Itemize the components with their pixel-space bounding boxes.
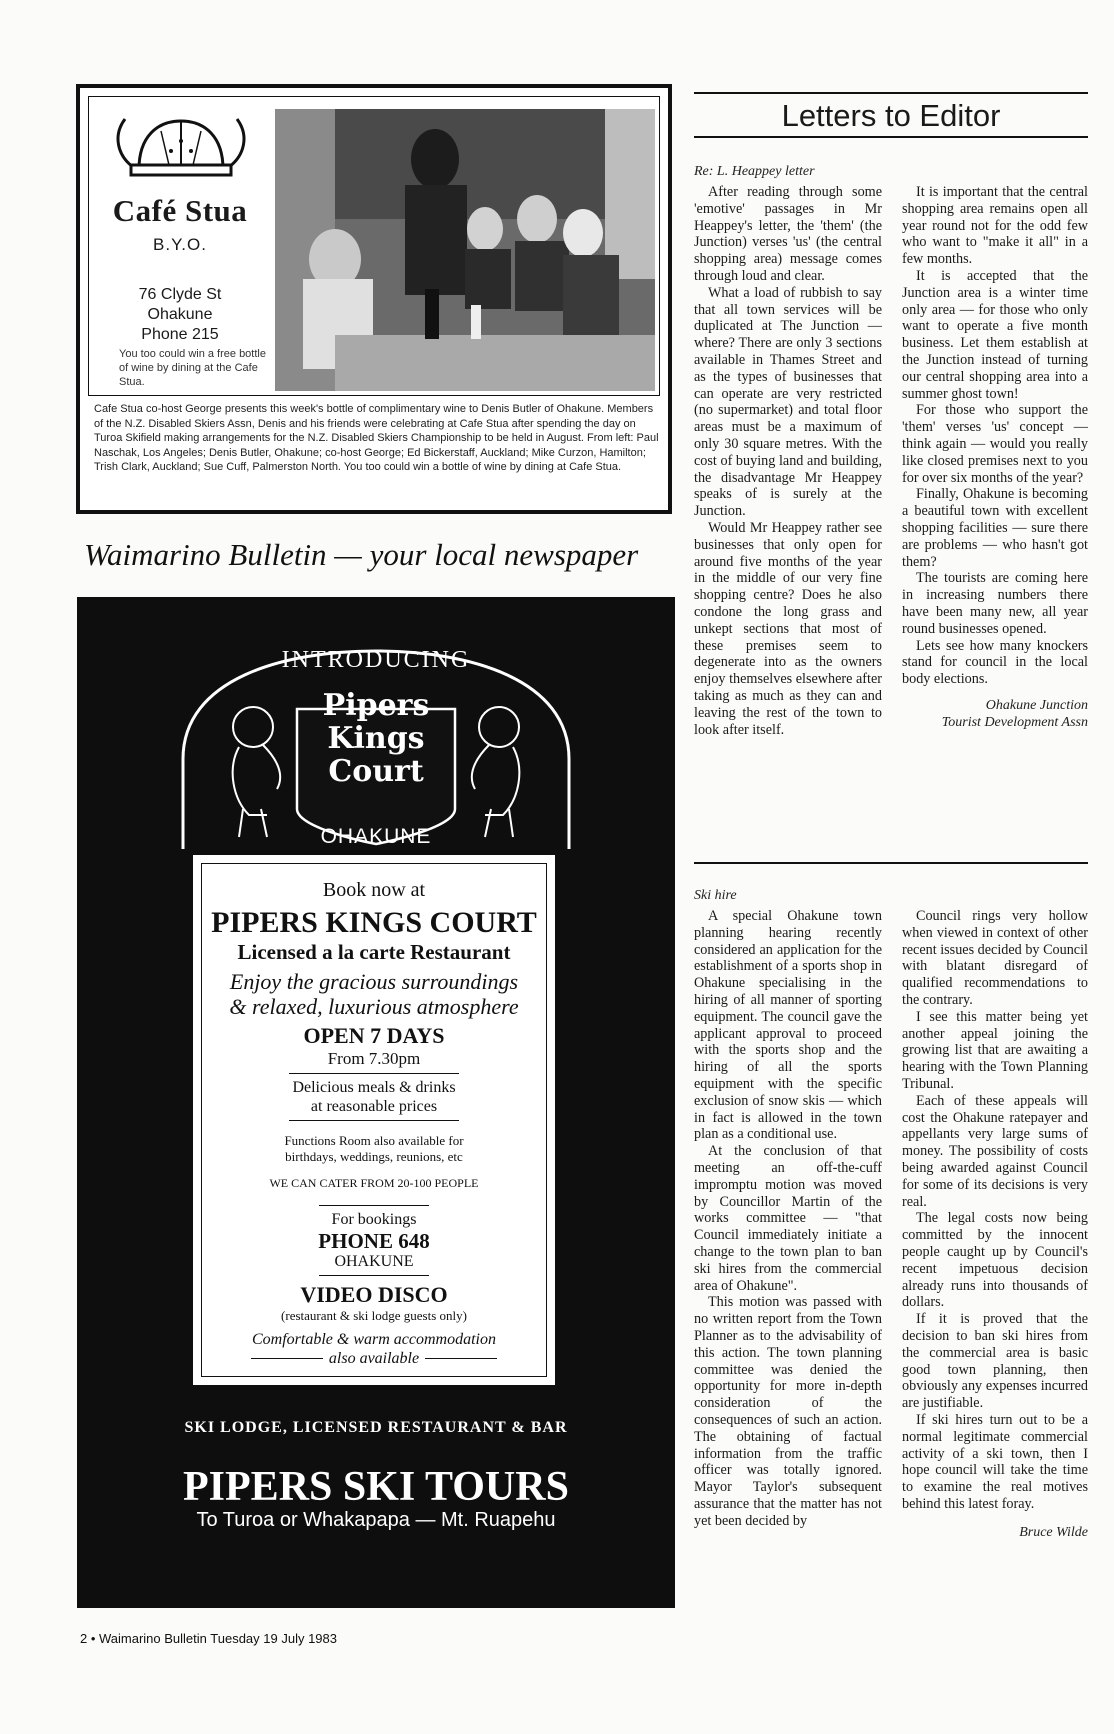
letters-heading: Letters to Editor — [694, 92, 1088, 138]
photo-caption: Cafe Stua co-host George presents this week's bottle of complimentary wine to Denis Butler of Ohakune. Members of the N.Z. Disabled Skiers Assn, Denis and his friends were celebrating at Cafe Stua after spending the day on Turoa Skifield making arrangements for the N.Z. Disabled Skiers Championship to be held in August. From left: Paul Naschak, Los Angeles; Denis Butler, Ohakune; co-host George; Ed Bickerstaff, Auckland; Mike Curzon, Hamilton; Trish Clark, Auckland; Sue Cuff, Palmerston North. You too could win a bottle of wine by dining at Cafe Stua. — [94, 403, 659, 473]
letter1-column-1 — [694, 184, 882, 738]
crest-word: Kings — [327, 721, 425, 756]
letter1-label: Re: L. Heappey letter — [694, 164, 815, 179]
paragraph: After reading through some 'emotive' passages in Mr Heappey's letter, the 'them' (the Junction) verses 'us' (the central shopping area) message comes through loud and clear. — [694, 184, 882, 284]
crest-location: OHAKUNE — [320, 825, 432, 848]
address-line: 76 Clyde St — [138, 286, 222, 303]
also-available-text: also available — [328, 1350, 420, 1367]
introducing-text: INTRODUCING — [281, 647, 471, 673]
cafe-byo: B.Y.O. — [153, 235, 207, 254]
ski-tours-destination: To Turoa or Whakapapa — Mt. Ruapehu — [196, 1509, 556, 1531]
paragraph: Would Mr Heappey rather see businesses that only open for around five months of the year in the middle of our very fine shopping centre? Does he also condone the long grass and unkept sections that most of these premises seem to degenerate into as the owners enjoy themselves elsewhere after taking as much as they can and leaving the rest of the town to look after itself. — [694, 519, 882, 738]
crest-word: Court — [328, 754, 424, 789]
restaurant-name: PIPERS KINGS COURT — [211, 906, 537, 939]
letter2-column-1 — [694, 908, 882, 1529]
functions-line: Functions Room also available for — [284, 1133, 464, 1148]
guests-only-note: (restaurant & ski lodge guests only) — [281, 1308, 467, 1323]
ski-lodge-text: SKI LODGE, LICENSED RESTAURANT & BAR — [184, 1419, 568, 1436]
paragraph: This motion was passed with no written report from the Town Planner as to the advisability of this action. The town planning committee was denied the opportunity for more in-depth consideration of the consequences of such an action. The obtaining of factual information from the traffic officer was totally ignored. Mayor Taylor's subsequent assurance that the matter has not yet been decided by — [694, 1294, 882, 1529]
paragraph: If ski hires turn out to be a normal legitimate commercial activity of a ski town, then I hope council will take the time to examine the real motives behind this latest foray. — [902, 1411, 1088, 1512]
cafe-name: Café Stua — [112, 193, 248, 228]
ski-tours-title: PIPERS SKI TOURS — [183, 1464, 569, 1510]
book-now: Book now at — [322, 879, 426, 901]
paragraph: Finally, Ohakune is becoming a beautiful town with excellent shopping facilities — sure there are problems — who hasn't got them? — [902, 486, 1088, 570]
accommodation-text: Comfortable & warm accommodation — [252, 1331, 496, 1348]
page-footer: 2 • Waimarino Bulletin Tuesday 19 July 1983 — [80, 1631, 337, 1646]
video-disco: VIDEO DISCO — [300, 1282, 448, 1307]
for-bookings: For bookings — [331, 1211, 417, 1228]
decorative-line — [251, 1358, 323, 1359]
viking-helmet-logo — [111, 111, 251, 181]
crest-word: Pipers — [322, 688, 430, 723]
paragraph: Lets see how many knockers stand for council in the local body elections. — [902, 637, 1088, 688]
address-line: Ohakune — [147, 306, 213, 323]
photo-illustration — [275, 109, 655, 391]
letter2-column-2 — [902, 908, 1088, 1541]
bulletin-slogan: Waimarino Bulletin — your local newspaper — [84, 537, 639, 572]
meals-line: Delicious meals & drinks — [292, 1079, 456, 1096]
letter1-signature — [902, 698, 1088, 732]
letter2-signature: Bruce Wilde — [1019, 1524, 1088, 1540]
phone-number: PHONE 648 — [318, 1229, 430, 1253]
paragraph: At the conclusion of that meeting an off-the-cuff impromptu motion was moved by Councillor Martin of the works committee — "that Council immediately initiate a change to the town plan to ban ski hires from the commercial area of Ohakune". — [694, 1143, 882, 1294]
signature-line: Tourist Development Assn — [941, 714, 1088, 730]
paragraph: I see this matter being yet another appeal joining the growing list that are awaiting a hearing with the Town Planning Tribunal. — [902, 1008, 1088, 1092]
paragraph: If it is proved that the decision to ban ski hires from the commercial area is basic good town planning, then obviously any expenses incurred are justifiable. — [902, 1311, 1088, 1412]
paragraph: The tourists are coming here in increasing numbers there have been many new, all year round businesses opened. — [902, 570, 1088, 637]
pipers-kings-court-ad — [77, 597, 675, 1608]
paragraph: What a load of rubbish to say that all town services will be duplicated at The Junction — where? There are only 3 sections available in Thames Street and as the types of businesses that can operate are very restricted (no supermarket) and total floor areas must be a maximum of only 30 square metres. With the cost of buying land and building, the disadvantage Mr Heappey speaks of is surely at the Junction. — [694, 284, 882, 520]
cafe-stua-ad — [76, 84, 672, 514]
paragraph: The legal costs now being committed by the innocent people caught up by Council's recent impetuous decision already runs into thousands of dollars. — [902, 1210, 1088, 1311]
cafe-ad-inner-frame — [88, 96, 660, 396]
paragraph: For those who support the 'them' verses 'us' concept — think again — would you really like closed premises next to you for over six months of the year? — [902, 402, 1088, 486]
letter2-label: Ski hire — [694, 888, 737, 903]
functions-line: birthdays, weddings, reunions, etc — [285, 1149, 463, 1164]
meals-text — [209, 1078, 539, 1116]
paragraph: A special Ohakune town planning hearing recently considered an application for the establishment of a sports shop in Ohakune specialising in the hiring of all manner of sporting equipment. The council gave the applicant approval to proceed with the sports shop and the hiring of all the sports equipment with the specific exclusion of snow skis — which in fact is allowed in the town plan as a conditional use. — [694, 908, 882, 1143]
cafe-group-photo — [275, 109, 655, 391]
phone-location: OHAKUNE — [334, 1253, 414, 1270]
enjoy-line: Enjoy the gracious surroundings — [229, 969, 519, 994]
address-line: Phone 215 — [141, 326, 219, 343]
also-available — [209, 1349, 539, 1368]
meals-line: at reasonable prices — [310, 1098, 438, 1115]
paragraph: Each of these appeals will cost the Ohakune ratepayer and appellants very large sums of money. The possibility of costs being awarded against Council for some of its decisions is very real. — [902, 1092, 1088, 1210]
pipers-info-panel — [193, 855, 555, 1385]
opening-time: From 7.30pm — [327, 1049, 421, 1068]
signature-line: Ohakune Junction — [985, 697, 1088, 713]
paragraph: It is important that the central shopping area remains open all year round not for the odd few who want to "make it all" in a few months. — [902, 184, 1088, 268]
paragraph: Council rings very hollow when viewed in context of other recent issues decided by Council with blatant disregard of qualified recommendations to the contrary. — [902, 908, 1088, 1008]
functions-text — [209, 1133, 539, 1165]
paragraph: It is accepted that the Junction area is a winter time only area — for those who only want to operate a five month business. Let them establish at the Junction instead of turning our central shopping area into a summer ghost town! — [902, 267, 1088, 402]
cater-text: WE CAN CATER FROM 20-100 PEOPLE — [269, 1176, 479, 1190]
decorative-line — [425, 1358, 497, 1359]
section-divider — [694, 862, 1088, 864]
enjoy-text — [209, 969, 539, 1019]
open-days: OPEN 7 DAYS — [303, 1023, 445, 1048]
free-wine-note: You too could win a free bottle of wine by dining at the Cafe Stua. — [119, 348, 266, 388]
enjoy-line: & relaxed, luxurious atmosphere — [229, 994, 519, 1019]
letter1-column-2 — [902, 184, 1088, 732]
cafe-address — [89, 285, 271, 345]
crest-title — [77, 689, 675, 788]
restaurant-type: Licensed a la carte Restaurant — [237, 940, 511, 964]
